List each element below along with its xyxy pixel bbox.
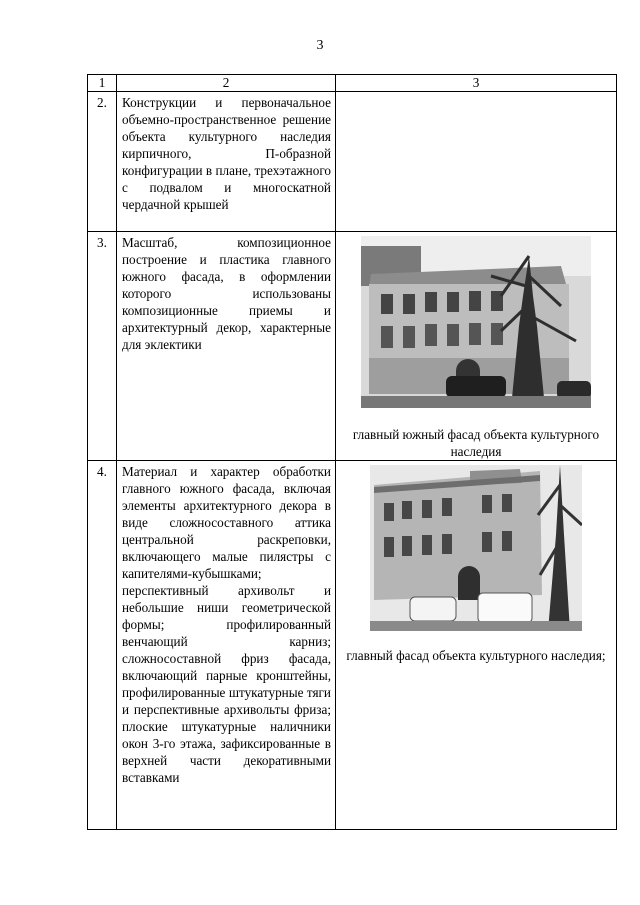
row-image-cell (336, 461, 617, 830)
row-number: 2. (88, 92, 117, 232)
south-facade-photo (361, 236, 591, 408)
header-cell-1: 1 (88, 75, 117, 92)
row-description: Масштаб, композиционное построение и пластика главного южного фасада, в оформлении которого использованы композиционные приемы и архитектурный декор, характерные для эклектики (117, 232, 336, 461)
page-number: 3 (316, 38, 324, 53)
table-row (88, 461, 617, 830)
table-row (88, 92, 617, 232)
header-cell-3: 3 (336, 75, 617, 92)
row-image-cell (336, 92, 617, 232)
table-row (88, 232, 617, 461)
row-number: 4. (88, 461, 117, 830)
row-description: Конструкции и первоначальное объемно-пространственное решение объекта культурного наследия кирпичного, П-образной конфигурации в плане, трехэтажного с подвалом и многоскатной чердачной крышей (117, 92, 336, 232)
heritage-table (87, 74, 617, 830)
row-image-cell (336, 232, 617, 461)
row-number: 3. (88, 232, 117, 461)
table-header-row (88, 75, 617, 92)
header-cell-2: 2 (117, 75, 336, 92)
row-description: Материал и характер обработки главного южного фасада, включая элементы архитектурного декора в виде сложносоставного аттика центральной раскреповки, включающего малые пилястры с капителями-кубышками; перспективный архивольт и небольшие ниши геометрической формы; профилированный венчающий карниз; сложносоставной фриз фасада, включающий парные кронштейны, профилированные штукатурные тяги и перспективные архивольты фриза; плоские штукатурные наличники окон 3-го этажа, зафиксированные в верхней части декоративными вставками (117, 461, 336, 830)
image-caption: главный фасад объекта культурного наследия; (346, 648, 606, 663)
image-caption: главный южный фасад объекта культурного наследия (352, 427, 600, 459)
main-facade-photo (370, 465, 582, 631)
